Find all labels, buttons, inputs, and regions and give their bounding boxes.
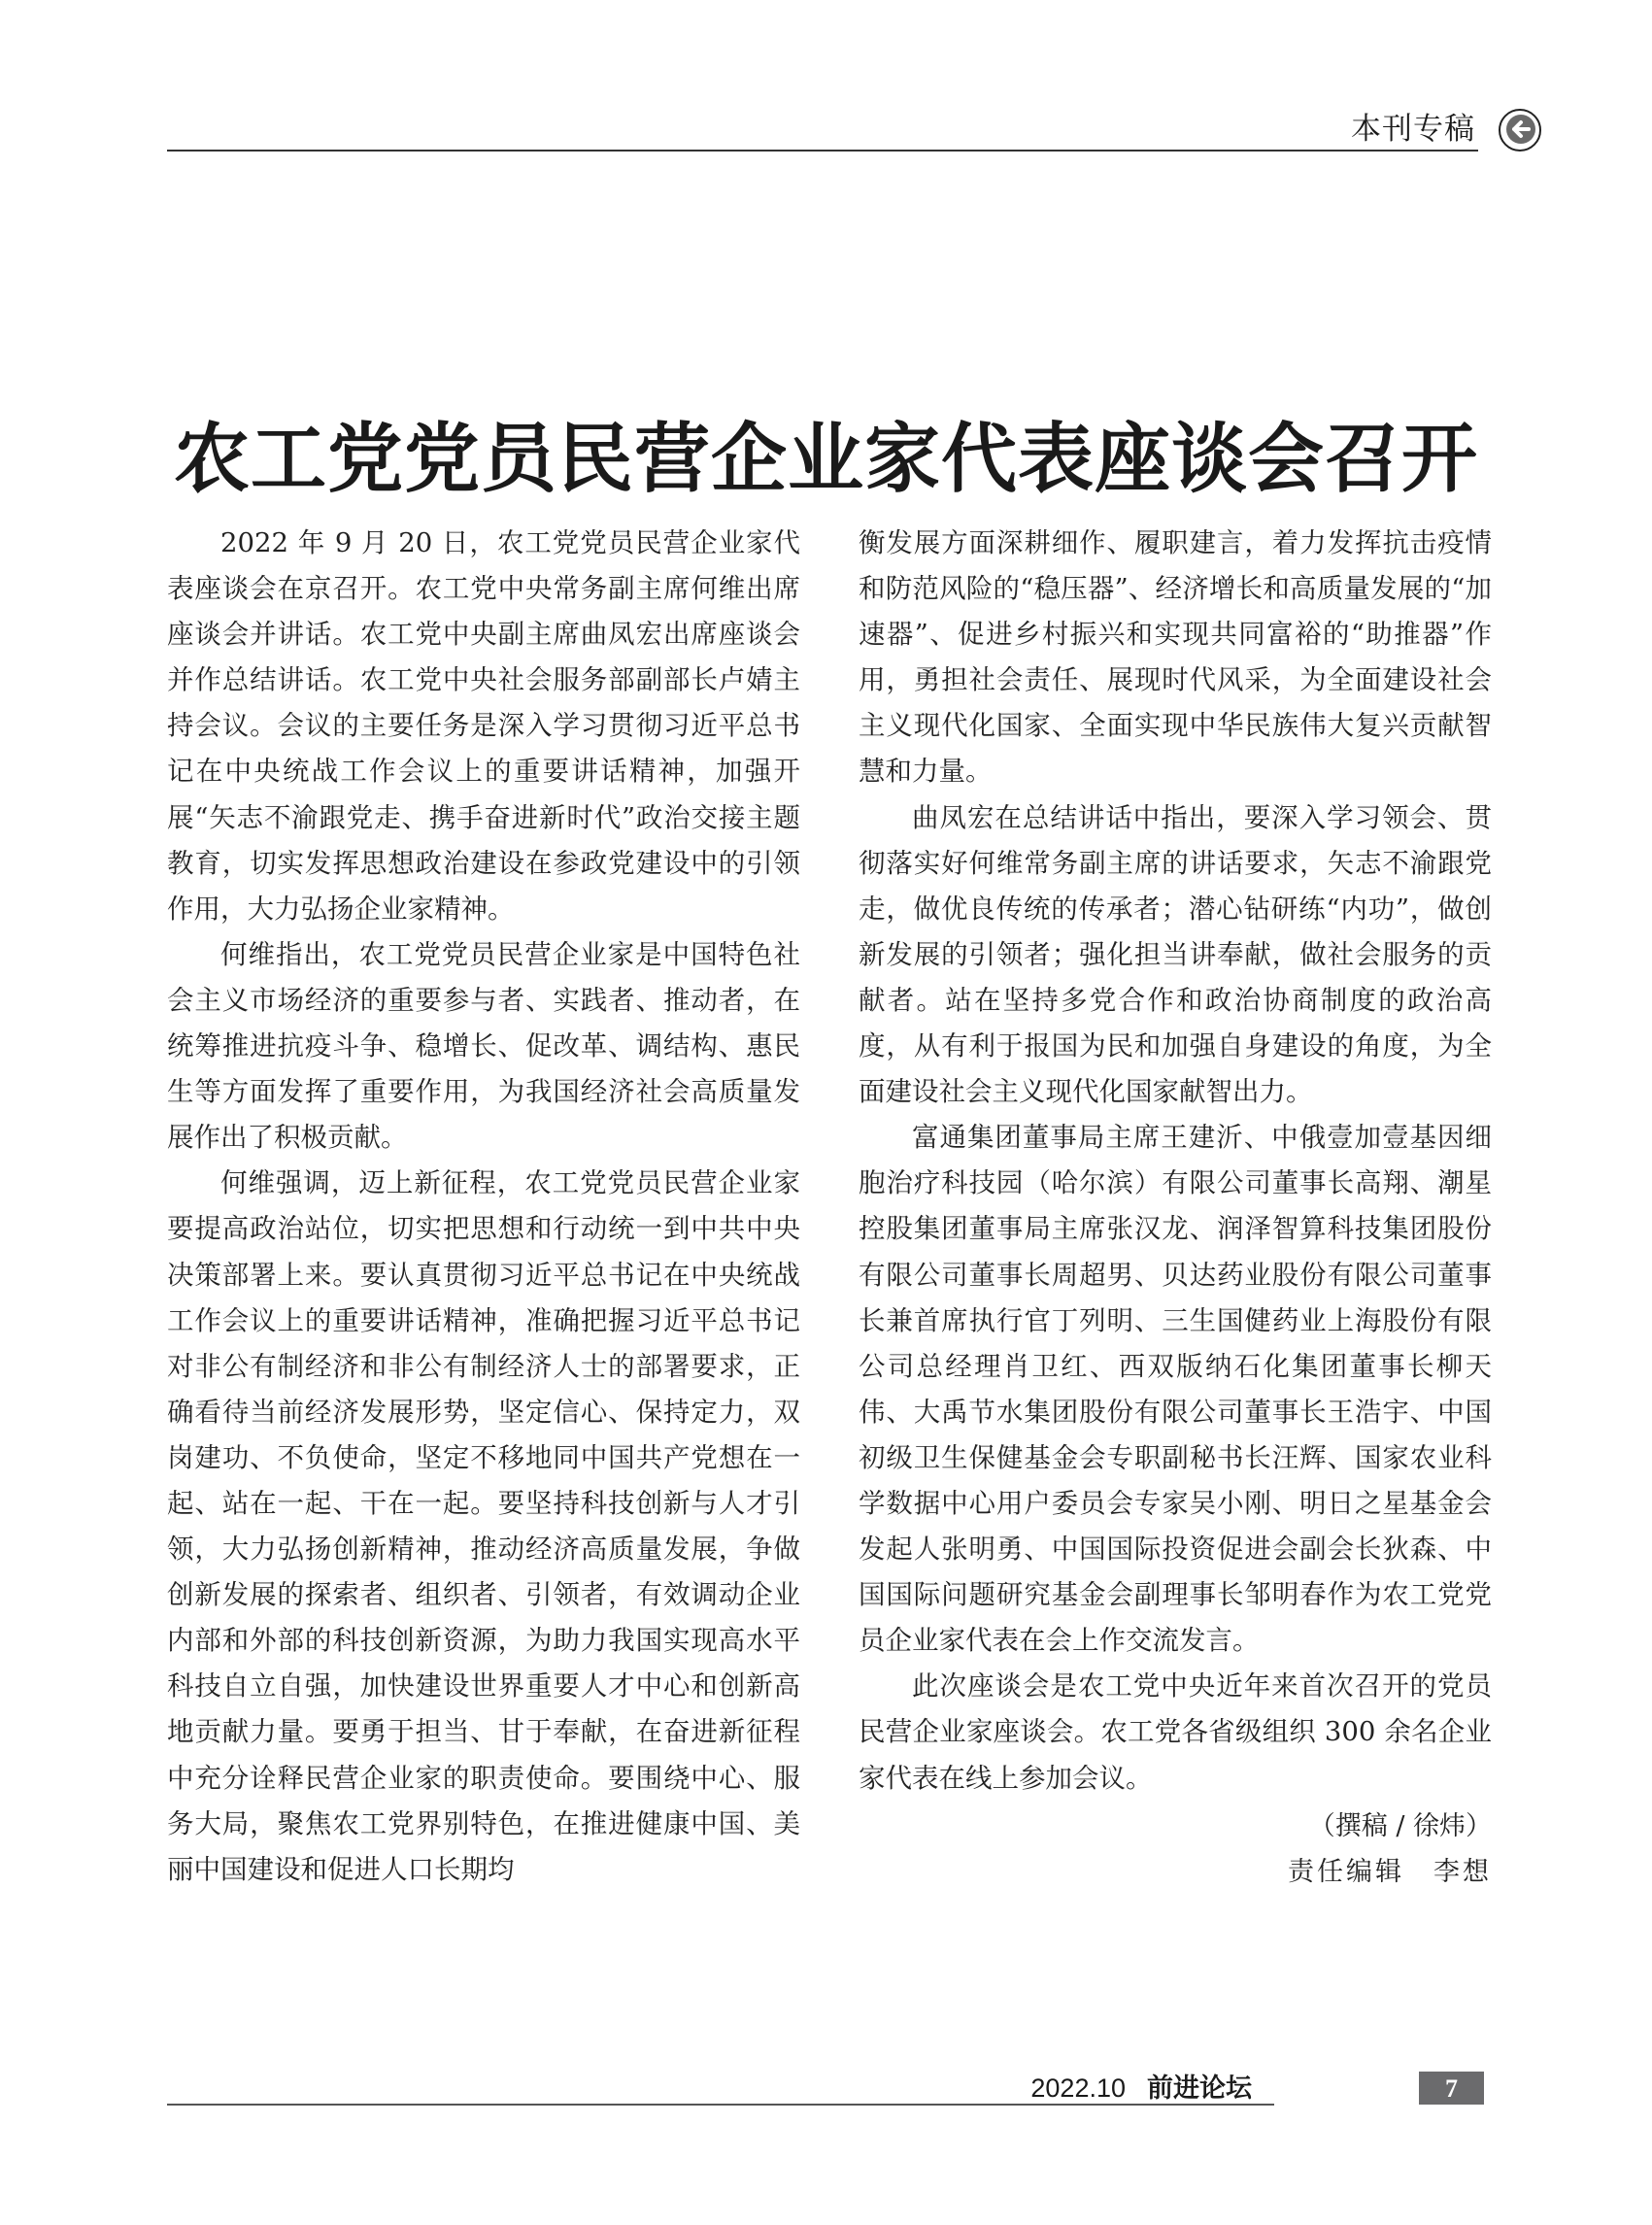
left-column [167, 521, 800, 1893]
responsible-editor: 责任编辑 李想 [1288, 1856, 1492, 1887]
article-title: 农工党党员民营企业家代表座谈会召开 [173, 416, 1478, 504]
section-label: 本刊专稿 [1351, 112, 1475, 147]
issue-date: 2022.10 [1030, 2073, 1126, 2103]
paragraph: 何维指出，农工党党员民营企业家是中国特色社会主义市场经济的重要参与者、实践者、推动者，在统筹推进抗疫斗争、稳增长、促改革、调结构、惠民生等方面发挥了重要作用，为我国经济社会高质量发展作出了积极贡献。 [167, 938, 800, 1154]
magazine-name: 前进论坛 [1147, 2073, 1252, 2104]
paragraph: 2022 年 9 月 20 日，农工党党员民营企业家代表座谈会在京召开。农工党中央常务副主席何维出席座谈会并讲话。农工党中央副主席曲凤宏出席座谈会并作总结讲话。农工党中央社会服务部副部长卢婧主持会议。会议的主要任务是深入学习贯彻习近平总书记在中央统战工作会议上的重要讲话精神，加强开展“矢志不渝跟党走、携手奋进新时代”政治交接主题教育，切实发挥思想政治建设在参政党建设中的引领作用，大力弘扬企业家精神。 [167, 527, 800, 925]
paragraph: 富通集团董事局主席王建沂、中俄壹加壹基因细胞治疗科技园（哈尔滨）有限公司董事长高翔、潮星控股集团董事局主席张汉龙、润泽智算科技集团股份有限公司董事长周超男、贝达药业股份有限公司董事长兼首席执行官丁列明、三生国健药业上海股份有限公司总经理肖卫红、西双版纳石化集团董事长柳天伟、大禹节水集团股份有限公司董事长王浩宇、中国初级卫生保健基金会专职副秘书长汪辉、国家农业科学数据中心用户委员会专家吴小刚、明日之星基金会发起人张明勇、中国国际投资促进会副会长狄森、中国国际问题研究基金会副理事长邹明春作为农工党党员企业家代表在会上作交流发言。 [859, 1122, 1492, 1657]
paragraph: 何维强调，迈上新征程，农工党党员民营企业家要提高政治站位，切实把思想和行动统一到中共中央决策部署上来。要认真贯彻习近平总书记在中央统战工作会议上的重要讲话精神，准确把握习近平总书记对非公有制经济和非公有制经济人士的部署要求，正确看待当前经济发展形势，坚定信心、保持定力，双岗建功、不负使命，坚定不移地同中国共产党想在一起、站在一起、干在一起。要坚持科技创新与人才引领，大力弘扬创新精神，推动经济高质量发展，争做创新发展的探索者、组织者、引领者，有效调动企业内部和外部的科技创新资源，为助力我国实现高水平科技自立自强，加快建设世界重要人才中心和创新高地贡献力量。要勇于担当、甘于奉献，在奋进新征程中充分诠释民营企业家的职责使命。要围绕中心、服务大局，聚焦农工党界别特色，在推进健康中国、美丽中国建设和促进人口长期均 [167, 1167, 800, 1885]
left-arrow-circle-icon [1498, 108, 1542, 152]
header-rule [167, 150, 1478, 152]
paragraph: 此次座谈会是农工党中央近年来首次召开的党员民营企业家座谈会。农工党各省级组织 300 余名企业家代表在线上参加会议。 [859, 1670, 1492, 1794]
paragraph: 曲凤宏在总结讲话中指出，要深入学习领会、贯彻落实好何维常务副主席的讲话要求，矢志不渝跟党走，做优良传统的传承者；潜心钻研练“内功”，做创新发展的引领者；强化担当讲奉献，做社会服务的贡献者。站在坚持多党合作和政治协商制度的政治高度，从有利于报国为民和加强自身建设的角度，为全面建设社会主义现代化国家献智出力。 [859, 801, 1492, 1108]
right-column [859, 521, 1492, 1895]
page-number: 7 [1419, 2072, 1484, 2105]
paragraph-continued: 衡发展方面深耕细作、履职建言，着力发挥抗击疫情和防范风险的“稳压器”、经济增长和高质量发展的“加速器”、促进乡村振兴和实现共同富裕的“助推器”作用，勇担社会责任、展现时代风采，为全面建设社会主义现代化国家、全面实现中华民族伟大复兴贡献智慧和力量。 [859, 527, 1492, 788]
byline: （撰稿 / 徐炜） [1308, 1810, 1492, 1841]
footer-info [1030, 2067, 1252, 2105]
